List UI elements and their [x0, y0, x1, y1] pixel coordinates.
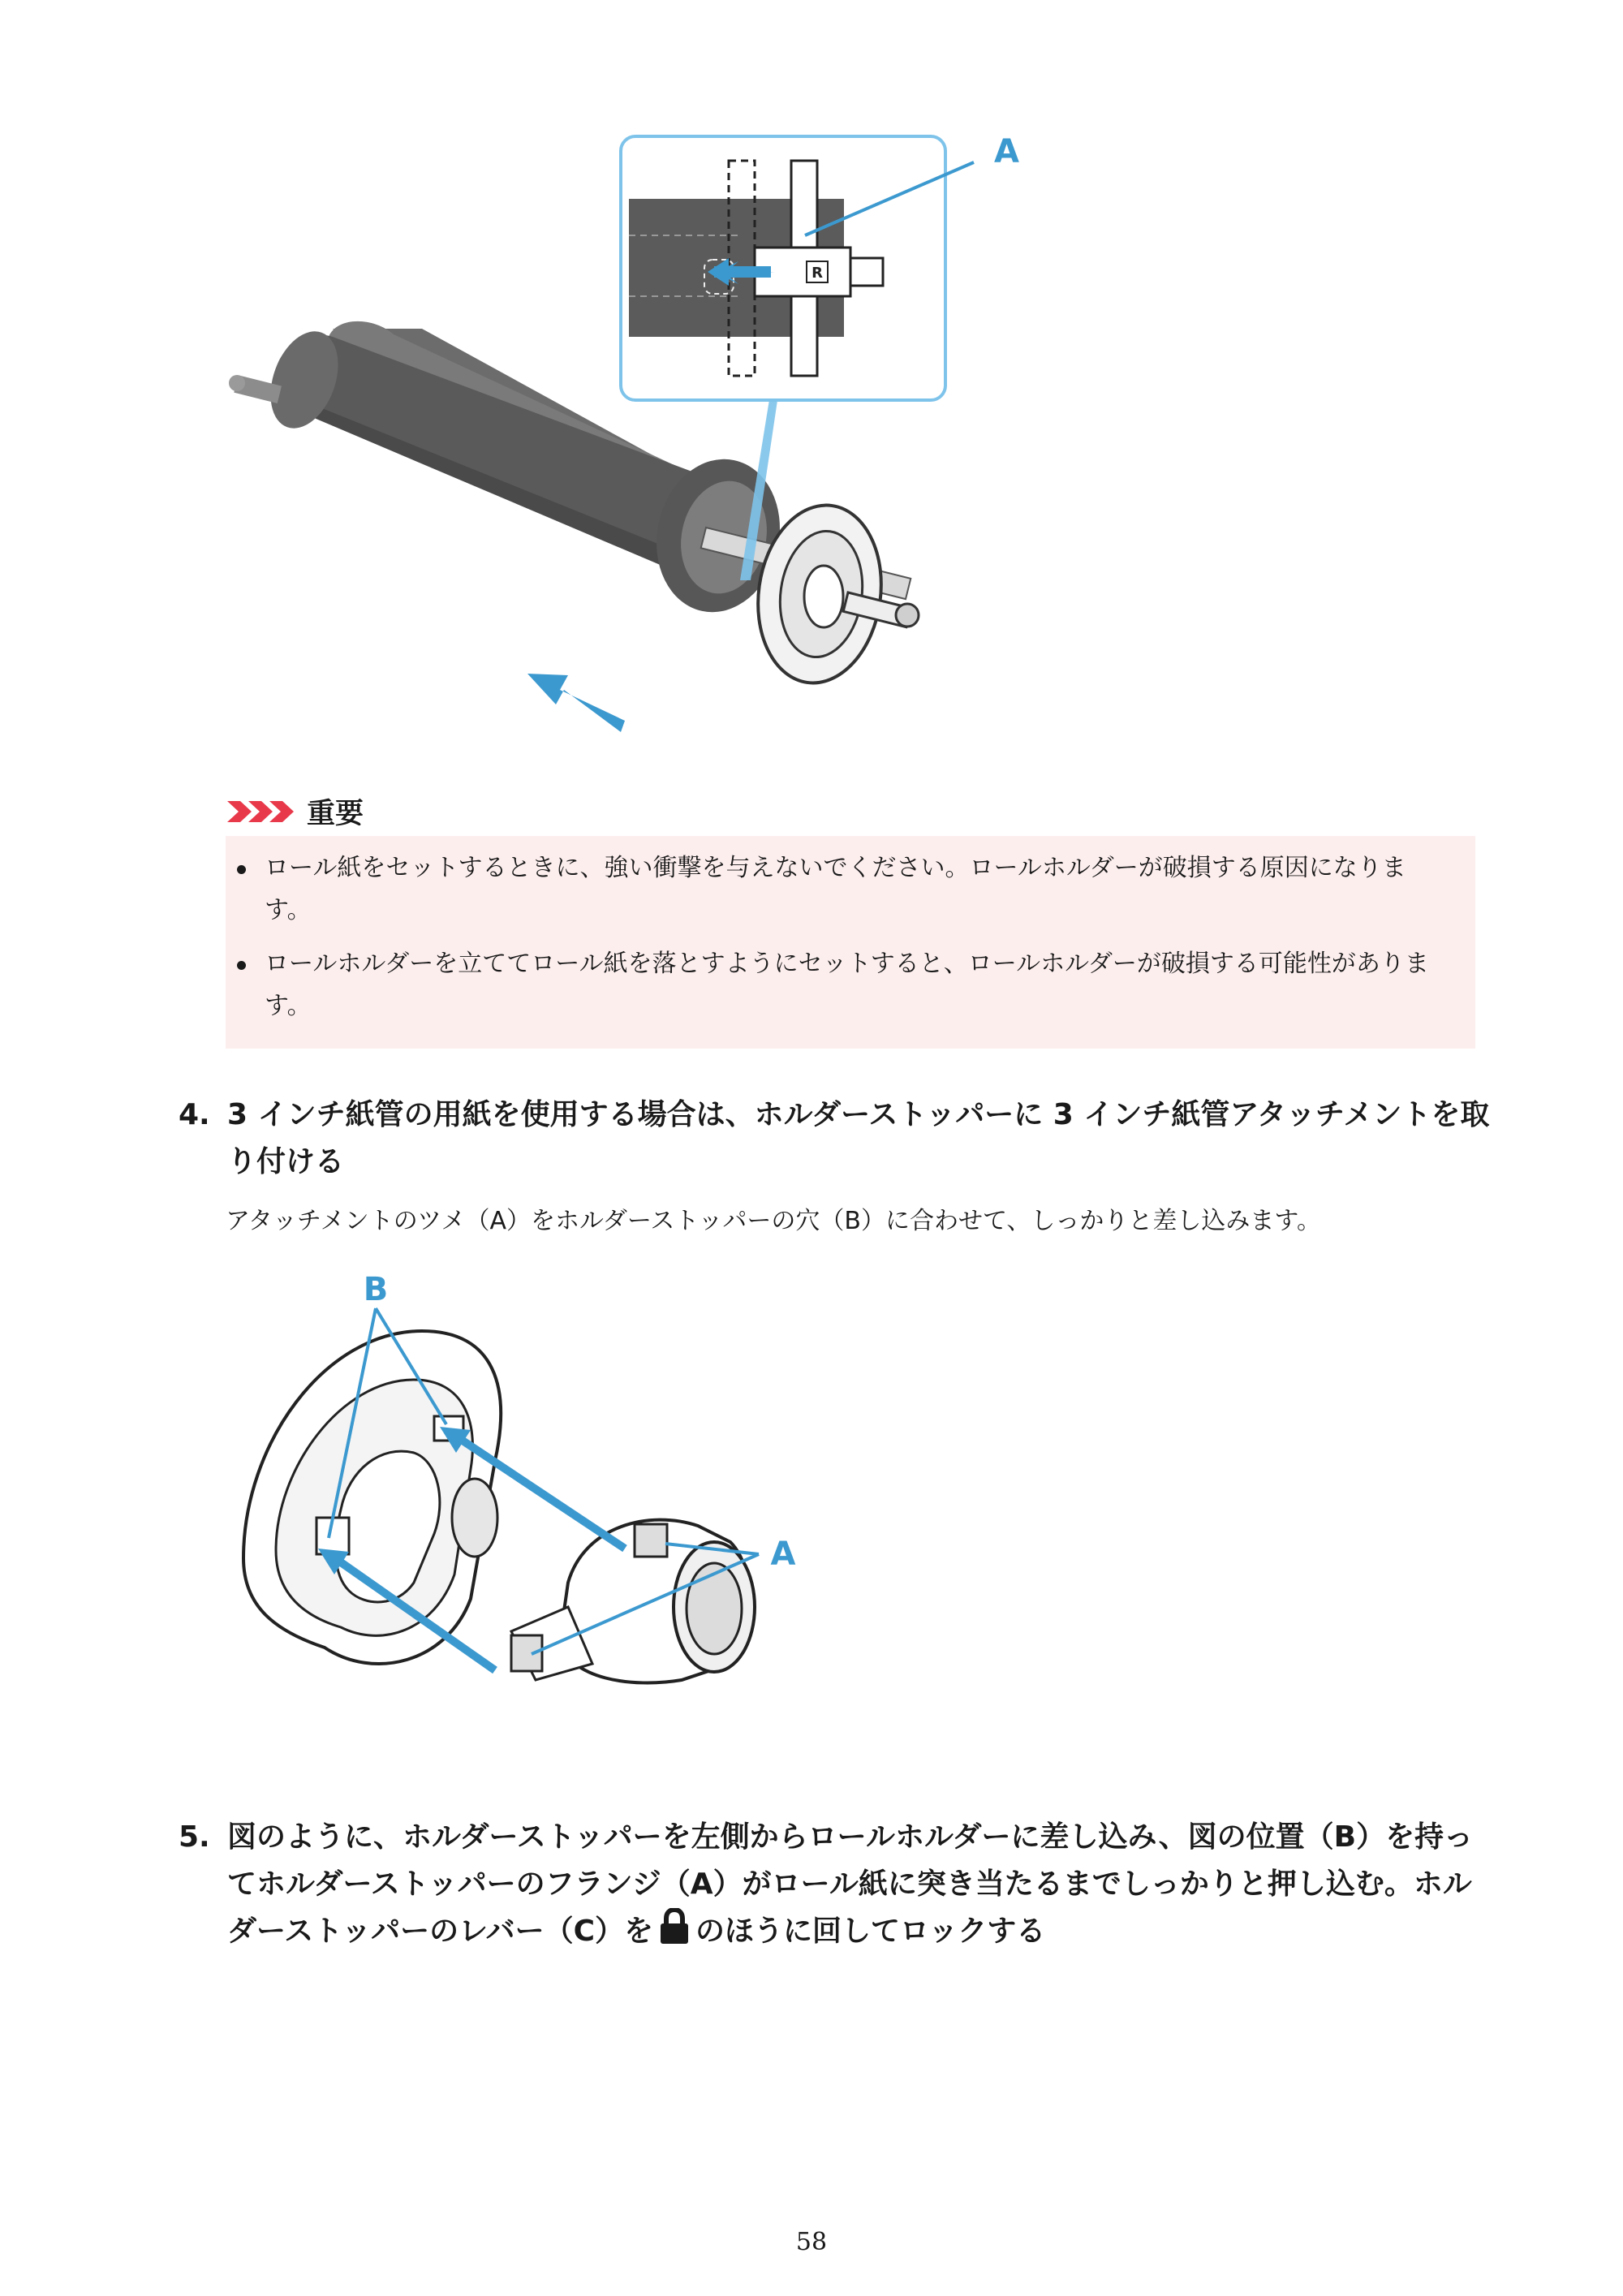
step-5-text	[227, 1814, 1493, 1955]
part-label-r: R	[812, 265, 823, 282]
step-4-number: 4.	[179, 1098, 210, 1131]
important-item	[265, 847, 1449, 932]
callout-label-a: A	[994, 133, 1019, 170]
step-4-text: 3 インチ紙管の用紙を使用する場合は、ホルダーストッパーに 3 インチ紙管アタッチメントを取り付ける	[227, 1098, 1490, 1178]
figure-roll-holder-insert	[219, 122, 1047, 771]
step-5-text-after: のほうに回してロックする	[695, 1915, 1046, 1948]
important-heading	[226, 791, 364, 832]
important-title: 重要	[307, 798, 364, 830]
figure-attachment	[227, 1258, 828, 1761]
figure2-label-a: A	[770, 1536, 796, 1573]
figure2-label-b: B	[363, 1271, 389, 1308]
important-item-text: ロールホルダーを立ててロール紙を落とすようにセットすると、ロールホルダーが破損する可能性があります。	[265, 950, 1429, 1020]
important-item-text: ロール紙をセットするときに、強い衝撃を与えないでください。ロールホルダーが破損する原因になります。	[265, 854, 1406, 924]
page-number: 58	[795, 2228, 828, 2256]
step-5-text-before: 図のように、ホルダーストッパーを左側からロールホルダーに差し込み、図の位置（B）を持ってホルダーストッパーのフランジ（A）がロール紙に突き当たるまでしっかりと押し込む。ホルダーストッパーのレバー（C）を	[227, 1820, 1474, 1948]
bullet-icon	[237, 865, 246, 874]
important-item	[265, 943, 1449, 1027]
bullet-icon	[237, 961, 246, 970]
important-chevrons-icon	[226, 798, 295, 825]
step-5-number: 5.	[179, 1820, 210, 1854]
important-box	[226, 836, 1475, 1049]
lock-icon	[658, 1908, 691, 1945]
step-4-description: アタッチメントのツメ（A）をホルダーストッパーの穴（B）に合わせて、しっかりと差し込みます。	[226, 1207, 1322, 1235]
